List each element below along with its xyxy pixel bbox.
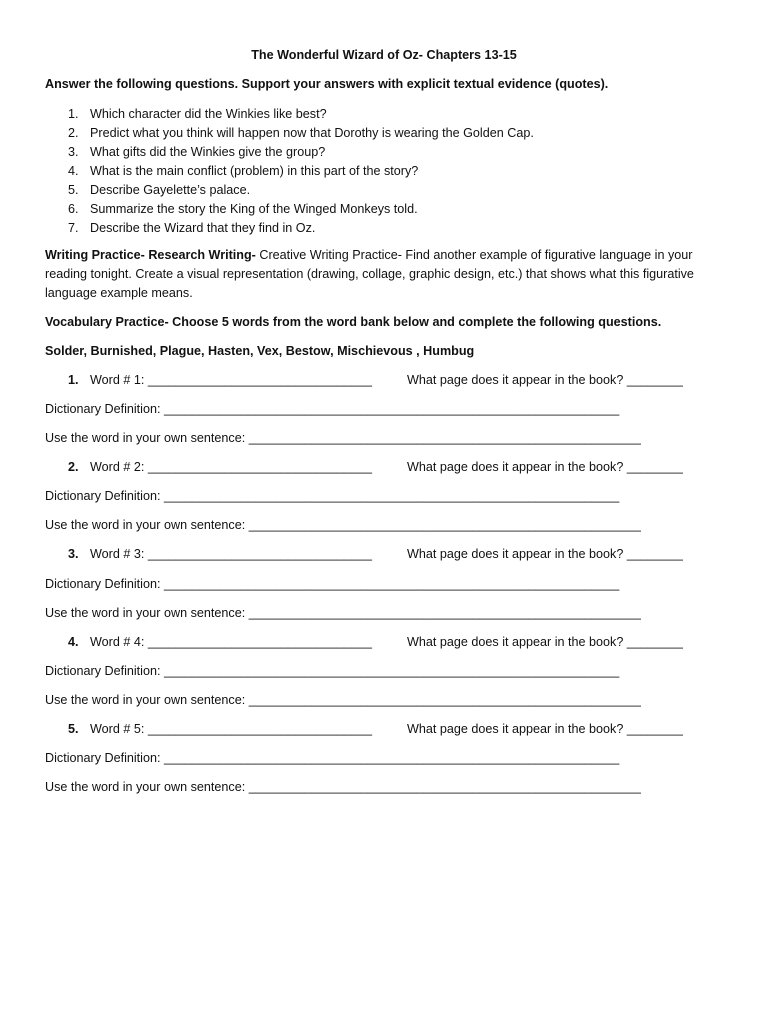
writing-practice-heading: Writing Practice- Research Writing- xyxy=(45,248,256,262)
question-text: Describe the Wizard that they find in Oz. xyxy=(90,221,316,235)
word-entry-line[interactable] xyxy=(45,720,683,739)
question-number: 1. xyxy=(68,107,79,121)
list-item xyxy=(45,219,534,238)
page-number-blank[interactable]: What page does it appear in the book? ________ xyxy=(407,722,683,736)
dictionary-definition-line[interactable]: Dictionary Definition: _________________________________________________________________ xyxy=(45,489,620,503)
page-number-blank[interactable]: What page does it appear in the book? ________ xyxy=(407,635,683,649)
word-bank: Solder, Burnished, Plague, Hasten, Vex, Bestow, Mischievous , Humbug xyxy=(45,344,475,358)
word-entry-line[interactable] xyxy=(45,371,683,390)
page-number-blank[interactable]: What page does it appear in the book? ________ xyxy=(407,373,683,387)
dictionary-definition-line[interactable]: Dictionary Definition: _________________________________________________________________ xyxy=(45,402,620,416)
own-sentence-line[interactable]: Use the word in your own sentence: ________________________________________________________ xyxy=(45,431,641,445)
list-item xyxy=(45,124,534,143)
list-item xyxy=(45,181,534,200)
word-blank[interactable]: Word # 5: ________________________________ xyxy=(90,722,372,736)
word-blank[interactable]: Word # 3: ________________________________ xyxy=(90,547,372,561)
question-text: Which character did the Winkies like best? xyxy=(90,107,327,121)
vocabulary-instructions: Vocabulary Practice- Choose 5 words from the word bank below and complete the following questions. xyxy=(45,315,662,329)
list-item xyxy=(45,162,534,181)
word-entry-line[interactable] xyxy=(45,633,683,652)
dictionary-definition-line[interactable]: Dictionary Definition: _________________________________________________________________ xyxy=(45,577,620,591)
word-number: 5. xyxy=(68,722,79,736)
question-number: 6. xyxy=(68,202,79,216)
question-number: 7. xyxy=(68,221,79,235)
question-list xyxy=(45,105,534,238)
word-entry-line[interactable] xyxy=(45,545,683,564)
question-text: Summarize the story the King of the Winged Monkeys told. xyxy=(90,202,418,216)
question-text: Describe Gayelette’s palace. xyxy=(90,183,251,197)
word-number: 2. xyxy=(68,460,79,474)
dictionary-definition-line[interactable]: Dictionary Definition: _________________________________________________________________ xyxy=(45,751,620,765)
page-title: The Wonderful Wizard of Oz- Chapters 13-15 xyxy=(251,48,517,62)
word-number: 4. xyxy=(68,635,79,649)
word-number: 1. xyxy=(68,373,79,387)
question-instructions: Answer the following questions. Support your answers with explicit textual evidence (quotes). xyxy=(45,77,609,91)
own-sentence-line[interactable]: Use the word in your own sentence: ________________________________________________________ xyxy=(45,780,641,794)
word-blank[interactable]: Word # 1: ________________________________ xyxy=(90,373,372,387)
word-blank[interactable]: Word # 2: ________________________________ xyxy=(90,460,372,474)
word-blank[interactable]: Word # 4: ________________________________ xyxy=(90,635,372,649)
question-text: What is the main conflict (problem) in this part of the story? xyxy=(90,164,419,178)
list-item xyxy=(45,105,534,124)
question-number: 4. xyxy=(68,164,79,178)
dictionary-definition-line[interactable]: Dictionary Definition: _________________________________________________________________ xyxy=(45,664,620,678)
writing-practice-body: Creative Writing Practice- Find another example of figurative language in your reading tonight. Create a visual representation (drawing, collage, graphic design, etc.) that shows what this figurative language example means. xyxy=(45,248,694,300)
page-number-blank[interactable]: What page does it appear in the book? ________ xyxy=(407,547,683,561)
list-item xyxy=(45,143,534,162)
own-sentence-line[interactable]: Use the word in your own sentence: ________________________________________________________ xyxy=(45,693,641,707)
question-number: 5. xyxy=(68,183,79,197)
word-number: 3. xyxy=(68,547,79,561)
own-sentence-line[interactable]: Use the word in your own sentence: ________________________________________________________ xyxy=(45,606,641,620)
page-number-blank[interactable]: What page does it appear in the book? ________ xyxy=(407,460,683,474)
question-text: Predict what you think will happen now that Dorothy is wearing the Golden Cap. xyxy=(90,126,534,140)
word-entry-line[interactable] xyxy=(45,458,683,477)
question-text: What gifts did the Winkies give the group? xyxy=(90,145,326,159)
list-item xyxy=(45,200,534,219)
own-sentence-line[interactable]: Use the word in your own sentence: ________________________________________________________ xyxy=(45,518,641,532)
question-number: 3. xyxy=(68,145,79,159)
question-number: 2. xyxy=(68,126,79,140)
writing-practice-paragraph xyxy=(45,246,715,303)
